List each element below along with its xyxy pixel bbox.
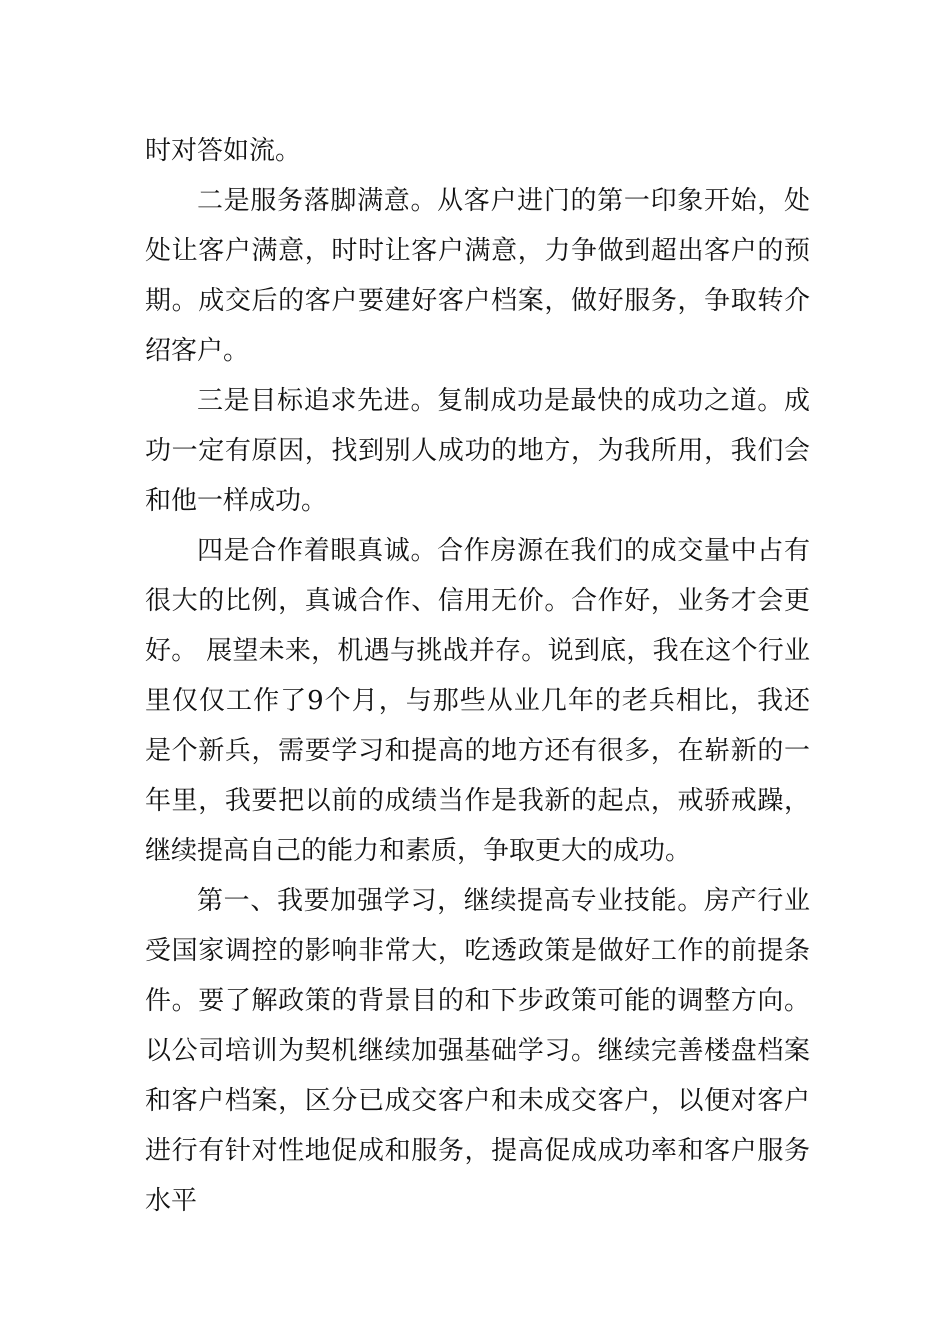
document-body xyxy=(145,126,810,1226)
paragraph-goal-advanced: 三是目标追求先进。复制成功是最快的成功之道。成功一定有原因，找到别人成功的地方，为我所用，我们会和他一样成功。 xyxy=(145,386,810,516)
paragraph-continuation: 时对答如流。 xyxy=(145,136,302,166)
paragraph-service-satisfaction: 二是服务落脚满意。从客户进门的第一印象开始，处处让客户满意，时时让客户满意，力争做到超出客户的预期。成交后的客户要建好客户档案，做好服务，争取转介绍客户。 xyxy=(145,186,810,366)
paragraph-cooperation-sincerity: 四是合作着眼真诚。合作房源在我们的成交量中占有很大的比例，真诚合作、信用无价。合作好，业务才会更好。 展望未来，机遇与挑战并存。说到底，我在这个行业里仅仅工作了9个月，与那些从业几年的老兵相比，我还是个新兵，需要学习和提高的地方还有很多，在崭新的一年里，我要把以前的成绩当作是我新的起点，戒骄戒躁，继续提高自己的能力和素质，争取更大的成功。 xyxy=(145,536,810,866)
paragraph-strengthen-learning: 第一、我要加强学习，继续提高专业技能。房产行业受国家调控的影响非常大，吃透政策是做好工作的前提条件。要了解政策的背景目的和下步政策可能的调整方向。以公司培训为契机继续加强基础学习。继续完善楼盘档案和客户档案，区分已成交客户和未成交客户，以便对客户进行有针对性地促成和服务，提高促成成功率和客户服务水平 xyxy=(145,886,810,1216)
